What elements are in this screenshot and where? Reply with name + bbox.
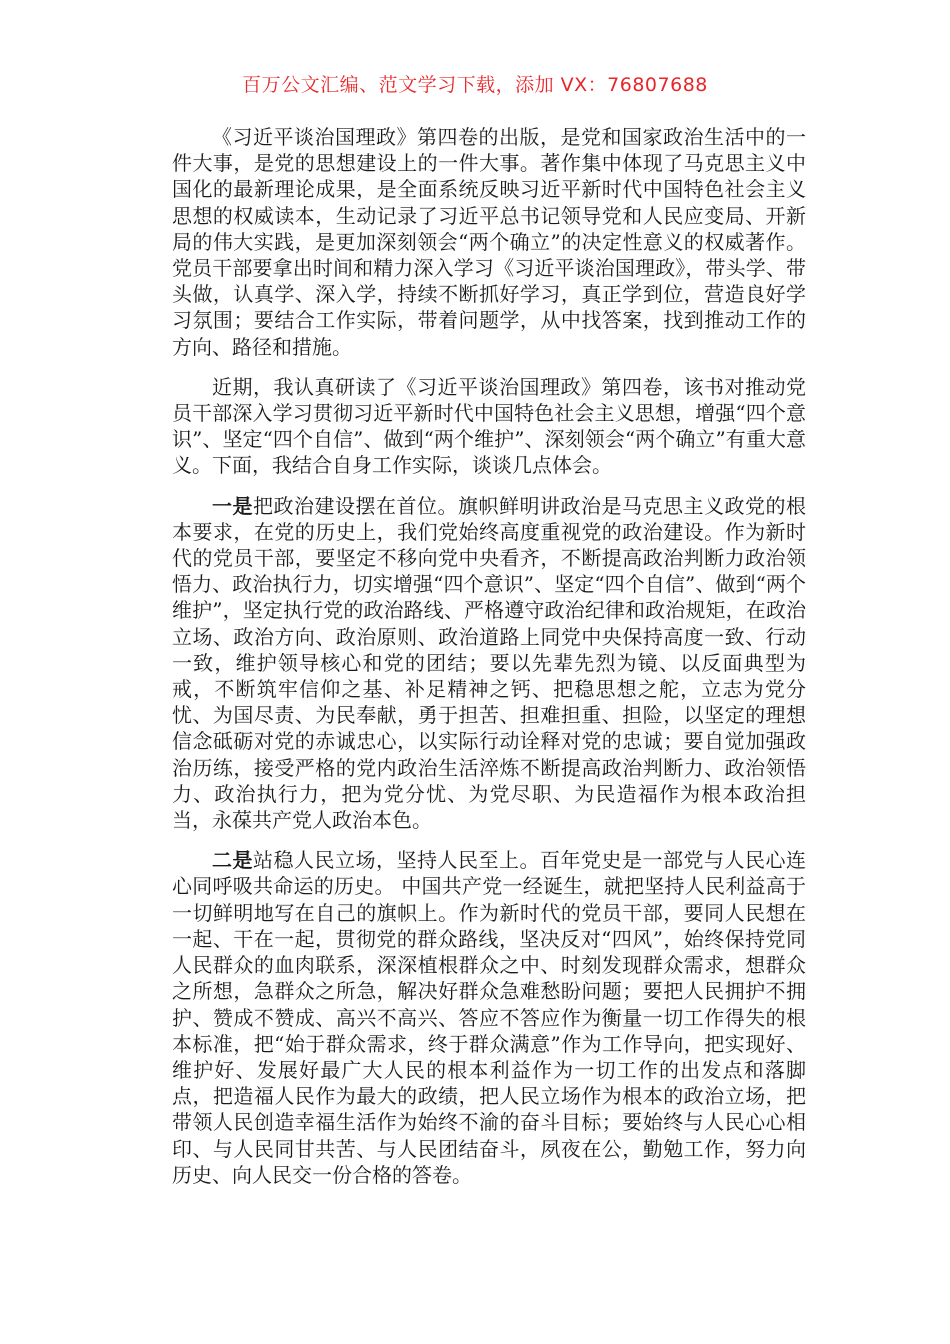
paragraph-text: 把政治建设摆在首位。旗帜鲜明讲政治是马克思主义政党的根本要求，在党的历史上，我们党始终高度重视党的政治建设。作为新时代的党员干部，要坚定不移向党中央看齐，不断提高政治判断力政治领悟力、政治执行力，切实增强“四个意识”、坚定“四个自信”、做到“两个维护”，坚定执行党的政治路线、严格遵守政治纪律和政治规矩，在政治立场、政治方向、政治原则、政治道路上同党中央保持高度一致、行动一致，维护领导核心和党的团结；要以先辈先烈为镜、以反面典型为戒，不断筑牢信仰之基、补足精神之钙、把稳思想之舵，立志为党分忧、为国尽责、为民奉献，勇于担苦、担难担重、担险，以坚定的理想信念砥砺对党的赤诚忠心，以实际行动诠释对党的忠诚；要自觉加强政治历练，接受严格的党内政治生活淬炼不断提高政治判断力、政治领悟力、政治执行力，把为党分忧、为党尽职、为民造福作为根本政治担当，永葆共产党人政治本色。 bbox=[172, 493, 806, 833]
paragraph-lead: 二是 bbox=[212, 848, 253, 873]
document-body bbox=[172, 124, 806, 1202]
paragraph-1 bbox=[172, 124, 806, 360]
paragraph-text: 近期，我认真研读了《习近平谈治国理政》第四卷，该书对推动党员干部深入学习贯彻习近平新时代中国特色社会主义思想，增强“四个意识”、坚定“四个自信”、做到“两个维护”、深刻领会“两个确立”有重大意义。下面，我结合自身工作实际，谈谈几点体会。 bbox=[172, 374, 806, 478]
paragraph-text: 《习近平谈治国理政》第四卷的出版，是党和国家政治生活中的一件大事，是党的思想建设上的一件大事。著作集中体现了马克思主义中国化的最新理论成果，是全面系统反映习近平新时代中国特色社会主义思想的权威读本，生动记录了习近平总书记领导党和人民应变局、开新局的伟大实践，是更加深刻领会“两个确立”的决定性意义的权威著作。党员干部要拿出时间和精力深入学习《习近平谈治国理政》，带头学、带头做，认真学、深入学，持续不断抓好学习，真正学到位，营造良好学习氛围；要结合工作实际，带着问题学，从中找答案，找到推动工作的方向、路径和措施。 bbox=[172, 125, 806, 359]
paragraph-4 bbox=[172, 847, 806, 1188]
paragraph-2 bbox=[172, 374, 806, 479]
header-banner: 百万公文汇编、范文学习下载，添加 VX：76807688 bbox=[242, 74, 708, 96]
paragraph-3 bbox=[172, 493, 806, 834]
paragraph-lead: 一是 bbox=[212, 493, 253, 518]
paragraph-text: 站稳人民立场，坚持人民至上。百年党史是一部党与人民心连心同呼吸共命运的历史。 中国共产党一经诞生，就把坚持人民利益高于一切鲜明地写在自己的旗帜上。作为新时代的党员干部，要同人民想在一起、干在一起，贯彻党的群众路线，坚决反对“四风”，始终保持党同人民群众的血肉联系，深深植根群众之中、时刻发现群众需求，想群众之所想，急群众之所急，解决好群众急难愁盼问题；要把人民拥护不拥护、赞成不赞成、高兴不高兴、答应不答应作为衡量一切工作得失的根本标准，把“始于群众需求，终于群众满意”作为工作导向，把实现好、维护好、发展好最广大人民的根本利益作为一切工作的出发点和落脚点，把造福人民作为最大的政绩，把人民立场作为根本的政治立场，把带领人民创造幸福生活作为始终不渝的奋斗目标；要始终与人民心心相印、与人民同甘共苦、与人民团结奋斗，夙夜在公，勤勉工作，努力向历史、向人民交一份合格的答卷。 bbox=[172, 848, 806, 1187]
